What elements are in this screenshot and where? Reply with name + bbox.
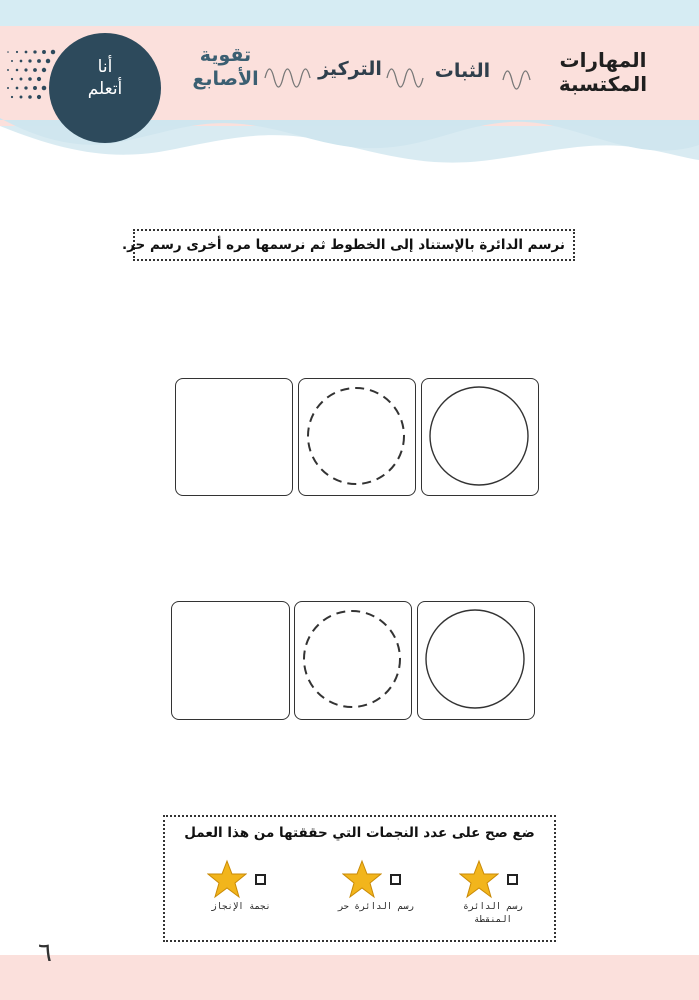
halftone-dot xyxy=(11,78,13,80)
dashed-circle-row1 xyxy=(299,379,414,494)
solid-circle-row1 xyxy=(422,379,537,494)
halftone-dot xyxy=(28,77,32,81)
evaluation-label-dotted-circle: رسم الدائرة المنقطة xyxy=(463,902,523,925)
evaluation-checkbox-achievement-star[interactable] xyxy=(255,874,266,885)
halftone-dot xyxy=(33,86,37,90)
evaluation-item-achievement-star xyxy=(203,859,293,939)
halftone-dot xyxy=(33,50,36,53)
halftone-dot xyxy=(20,78,23,81)
halftone-dot xyxy=(24,86,27,89)
halftone-dot xyxy=(7,87,9,89)
star-icon xyxy=(459,859,499,899)
halftone-dot xyxy=(37,95,41,99)
badge-line-1: أنا xyxy=(97,57,113,77)
solid-circle-tile-row2 xyxy=(417,601,535,720)
footer-pink-band xyxy=(0,955,699,1000)
halftone-dot xyxy=(20,60,23,63)
halftone-dot xyxy=(37,77,41,81)
solid-circle-tile-row1 xyxy=(421,378,539,496)
skill-focus: التركيز xyxy=(318,58,382,80)
dashed-circle-tile-row1[interactable] xyxy=(298,378,416,496)
empty-drawing-tile-row1[interactable] xyxy=(175,378,293,496)
halftone-dot xyxy=(42,86,47,91)
halftone-dot xyxy=(33,68,37,72)
halftone-dot xyxy=(24,68,27,71)
evaluation-item-dotted-circle xyxy=(455,859,545,939)
halftone-dot xyxy=(16,51,18,53)
solid-circle-row2 xyxy=(418,602,533,717)
dashed-circle-tile-row2[interactable] xyxy=(294,601,412,720)
evaluation-label-free-circle: رسم الدائرة حر xyxy=(338,902,414,912)
empty-drawing-tile-row2[interactable] xyxy=(171,601,290,720)
halftone-dot xyxy=(11,60,13,62)
self-evaluation-box xyxy=(163,815,556,942)
halftone-dot xyxy=(42,50,46,54)
skill-stability: الثبات xyxy=(434,60,491,82)
skills-title-line-2: المكتسبة xyxy=(558,72,648,96)
halftone-dot xyxy=(7,69,9,71)
badge-line-2: أتعلم xyxy=(87,79,123,99)
evaluation-item-free-circle xyxy=(338,859,428,939)
evaluation-checkbox-free-circle[interactable] xyxy=(390,874,401,885)
halftone-dot xyxy=(42,68,46,72)
top-blue-band xyxy=(0,0,699,26)
halftone-dot xyxy=(28,95,32,99)
instruction-box xyxy=(122,229,575,261)
page-number: ٦ xyxy=(38,938,52,968)
halftone-dot xyxy=(28,59,31,62)
star-icon xyxy=(207,859,247,899)
halftone-dot xyxy=(51,50,55,54)
halftone-dot xyxy=(7,51,9,53)
evaluation-label-achievement-star: نجمة الإنجاز xyxy=(211,902,271,912)
evaluation-title: ضع صح على عدد النجمات التي حققتها من هذا العمل xyxy=(184,825,535,841)
skill-finger-strength-line-1: تقوية xyxy=(199,44,252,66)
star-icon xyxy=(342,859,382,899)
halftone-dot xyxy=(37,59,41,63)
skills-title-line-1: المهارات xyxy=(559,48,647,72)
instruction-text: نرسم الدائرة بالإستناد إلى الخطوط ثم نرسمها مره أخرى رسم حر. xyxy=(122,237,565,253)
halftone-dot xyxy=(16,69,19,72)
halftone-dot xyxy=(16,87,19,90)
skill-finger-strength-line-2: الأصابع xyxy=(192,68,259,90)
halftone-dot xyxy=(25,51,28,54)
evaluation-checkbox-dotted-circle[interactable] xyxy=(507,874,518,885)
halftone-dot xyxy=(20,96,23,99)
dashed-circle-row2 xyxy=(295,602,410,717)
halftone-dot xyxy=(11,96,13,98)
halftone-dot xyxy=(46,59,50,63)
